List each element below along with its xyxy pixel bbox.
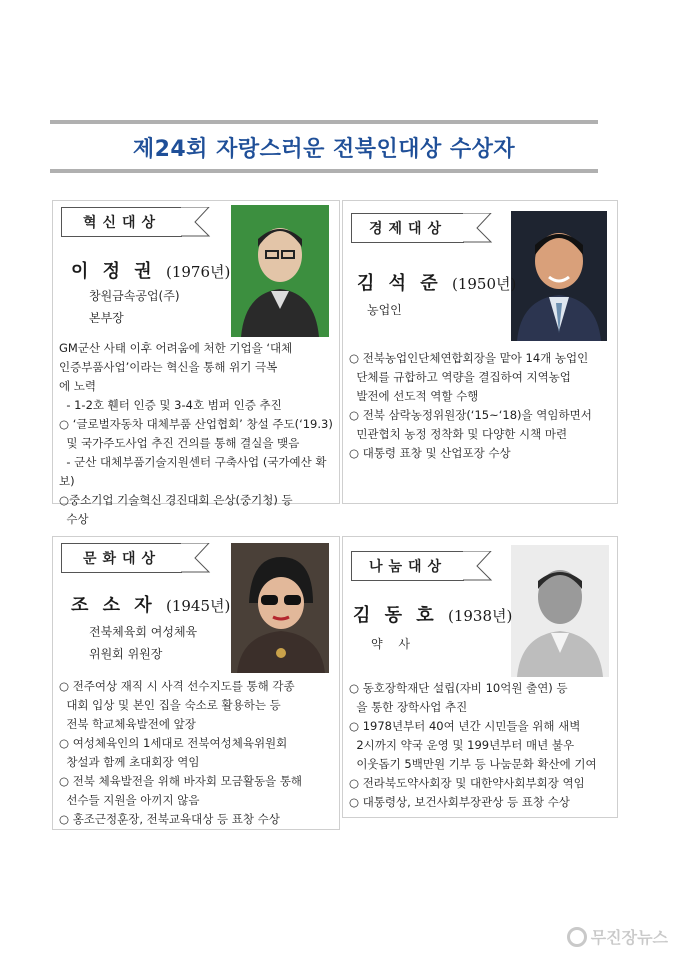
- description-line: - 군산 대체부품기술지원센터 구축사업 (국가예산 확보): [59, 455, 327, 488]
- description-line: GM군산 사태 이후 어려움에 처한 기업을 ‘대체: [59, 341, 293, 355]
- description-line: 을 통한 장학사업 추진: [349, 700, 468, 714]
- award-description: [349, 679, 613, 812]
- awardee-name-text: 김 동 호: [353, 605, 438, 626]
- award-card-innovation: [52, 200, 340, 526]
- affiliation-line: 창원금속공업(주): [89, 289, 180, 303]
- awardee-name: [71, 591, 230, 617]
- category-label: 나눔대상: [351, 551, 464, 581]
- description-line: ○ 전북농업인단체연합회장을 맡아 14개 농업인: [349, 351, 589, 365]
- title-bottom-bar: [50, 169, 598, 173]
- description-line: 이웃돕기 5백만원 기부 등 나눔문화 확산에 기여: [349, 757, 597, 771]
- watermark-text: 무진장뉴스: [590, 928, 668, 947]
- description-line: 전북 학교체육발전에 앞장: [59, 717, 196, 731]
- description-line: ○ 전라북도약사회장 및 대한약사회부회장 역임: [349, 776, 585, 790]
- description-line: ○ 여성체육인의 1세대로 전북여성체육위원회: [59, 736, 288, 750]
- award-description: [59, 339, 335, 529]
- affiliation-line: 전북체육회 여성체육: [89, 625, 198, 639]
- description-line: 발전에 선도적 역할 수행: [349, 389, 479, 403]
- watermark-logo-icon: [567, 927, 587, 947]
- description-line: 대회 입상 및 본인 집을 숙소로 활용하는 등: [59, 698, 281, 712]
- affiliation-line: 농업인: [367, 303, 402, 317]
- awardee-name-text: 김 석 준: [357, 273, 442, 294]
- category-label: 경제대상: [351, 213, 464, 243]
- affiliation-line: 본부장: [89, 311, 124, 325]
- award-card-culture: [52, 536, 340, 830]
- description-line: ○ 전북 삼락농정위원장(‘15~‘18)을 역임하면서: [349, 408, 592, 422]
- description-line: ○ 동호장학재단 설립(자비 10억원 출연) 등: [349, 681, 568, 695]
- description-line: 및 국가주도사업 추진 건의를 통해 결실을 맺음: [59, 436, 300, 450]
- portrait-figure-icon: [231, 543, 329, 673]
- affiliation-line: 약 사: [371, 637, 416, 651]
- portrait-photo: [231, 205, 329, 337]
- awardee-name-text: 이 정 권: [71, 261, 156, 282]
- ribbon-tail-icon: [463, 551, 493, 581]
- description-line: 창설과 함께 초대회장 역임: [59, 755, 200, 769]
- portrait-figure-icon: [511, 545, 609, 677]
- awardee-birth-year: (1976년): [165, 263, 231, 281]
- description-line: 인증부품사업’이라는 혁신을 통해 위기 극복: [59, 360, 278, 374]
- description-line: 에 노력: [59, 379, 96, 393]
- award-card-economy: [342, 200, 618, 504]
- description-line: 단체를 규합하고 역량을 결집하여 지역농업: [349, 370, 571, 384]
- awardee-birth-year: (1950년): [451, 275, 517, 293]
- awardee-name: [357, 269, 516, 295]
- awardee-affiliation: [371, 633, 416, 655]
- portrait-photo: [511, 211, 607, 341]
- awardee-name: [353, 601, 512, 627]
- title-block: [50, 120, 598, 173]
- category-label: 문화대상: [61, 543, 182, 573]
- affiliation-line: 위원회 위원장: [89, 647, 163, 661]
- description-line: ○ 대통령상, 보건사회부장관상 등 표창 수상: [349, 795, 570, 809]
- awardee-birth-year: (1938년): [447, 607, 513, 625]
- description-line: ○ 전북 체육발전을 위해 바자회 모금활동을 통해: [59, 774, 303, 788]
- awardee-birth-year: (1945년): [165, 597, 231, 615]
- description-line: 수상: [59, 512, 89, 526]
- award-description: [349, 349, 613, 463]
- description-line: - 1-2호 휀터 인증 및 3-4호 범퍼 인증 추진: [59, 398, 282, 412]
- description-line: ○ 대통령 표창 및 산업포장 수상: [349, 446, 511, 460]
- description-line: ○ 전주여상 재직 시 사격 선수지도를 통해 각종: [59, 679, 295, 693]
- awardee-name: [71, 257, 230, 283]
- description-line: 2시까지 약국 운영 및 199년부터 매년 불우: [349, 738, 575, 752]
- portrait-figure-icon: [231, 205, 329, 337]
- description-line: ○ 1978년부터 40여 년간 시민들을 위해 새벽: [349, 719, 581, 733]
- portrait-photo: [231, 543, 329, 673]
- portrait-photo: [511, 545, 609, 677]
- description-line: ○ 홍조근정훈장, 전북교육대상 등 표창 수상: [59, 812, 280, 826]
- page-title: 제24회 자랑스러운 전북인대상 수상자: [132, 137, 516, 162]
- description-line: ○ ‘글로벌자동차 대체부품 산업협회’ 창설 주도(‘19.3): [59, 417, 333, 431]
- award-description: [59, 677, 335, 829]
- watermark: [567, 925, 668, 948]
- ribbon-tail-icon: [181, 207, 211, 237]
- awardee-affiliation: [89, 285, 180, 329]
- category-label: 혁신대상: [61, 207, 182, 237]
- awardee-affiliation: [367, 299, 402, 321]
- awardee-affiliation: [89, 621, 197, 665]
- description-line: 선수들 지원을 아끼지 않음: [59, 793, 200, 807]
- portrait-figure-icon: [511, 211, 607, 341]
- ribbon-tail-icon: [181, 543, 211, 573]
- ribbon-tail-icon: [463, 213, 493, 243]
- awardee-name-text: 조 소 자: [71, 595, 156, 616]
- description-line: ○중소기업 기술혁신 경진대회 은상(중기청) 등: [59, 493, 293, 507]
- award-card-sharing: [342, 536, 618, 818]
- description-line: 민관협치 농정 정착화 및 다양한 시책 마련: [349, 427, 568, 441]
